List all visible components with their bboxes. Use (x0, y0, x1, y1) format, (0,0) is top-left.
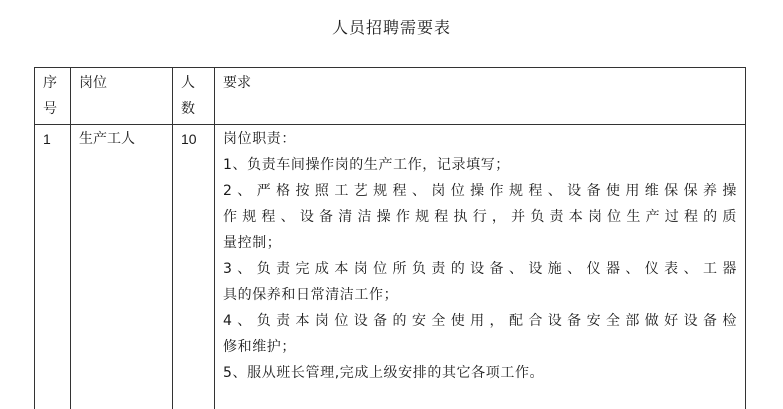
cell-position: 生产工人 (71, 125, 173, 409)
header-serial-line1: 序 (43, 70, 62, 96)
requirement-line: 3、负责完成本岗位所负责的设备、设施、仪器、仪表、工器 (223, 256, 737, 282)
recruitment-table (34, 67, 746, 409)
table-header-row (35, 68, 746, 125)
page-title: 人员招聘需要表 (0, 16, 783, 40)
cell-requirements (215, 125, 746, 409)
cell-count: 10 (173, 125, 215, 409)
table-row (35, 125, 746, 409)
requirement-line: 5、服从班长管理,完成上级安排的其它各项工作。 (223, 360, 737, 386)
cell-serial-number: 1 (35, 125, 71, 409)
requirement-line: 修和维护； (223, 334, 737, 360)
requirement-line: 量控制； (223, 230, 737, 256)
requirement-line: 2、严格按照工艺规程、岗位操作规程、设备使用维保保养操 (223, 178, 737, 204)
requirement-line: 4、负责本岗位设备的安全使用，配合设备安全部做好设备检 (223, 308, 737, 334)
header-count: 人数 (173, 68, 215, 125)
header-requirements: 要求 (215, 68, 746, 125)
header-serial-number (35, 68, 71, 125)
requirement-line: 具的保养和日常清洁工作； (223, 282, 737, 308)
requirement-line: 作规程、设备清洁操作规程执行，并负责本岗位生产过程的质 (223, 204, 737, 230)
header-serial-line2: 号 (43, 96, 62, 122)
requirement-line: 1、负责车间操作岗的生产工作，记录填写； (223, 152, 737, 178)
requirement-line: 岗位职责： (223, 126, 737, 152)
header-position: 岗位 (71, 68, 173, 125)
